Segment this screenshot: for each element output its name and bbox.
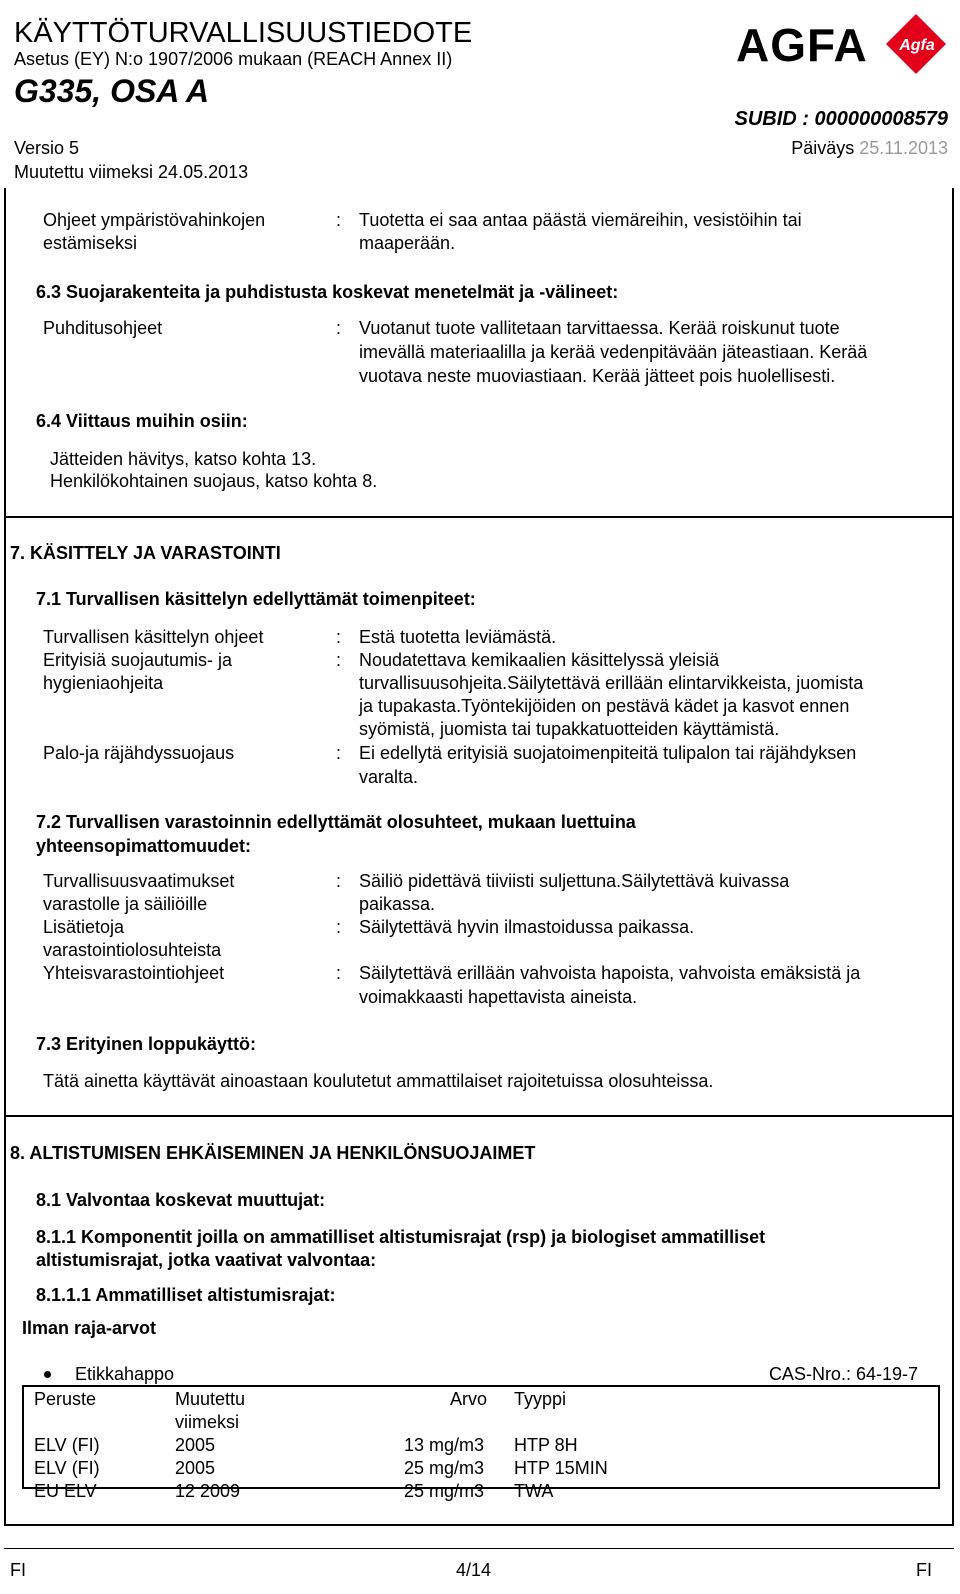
colon: : [336,210,342,230]
document-title: KÄYTTÖTURVALLISUUSTIEDOTE [14,17,473,49]
table-header-basis: Peruste [34,1389,97,1409]
colon: : [336,963,342,983]
colon: : [336,743,342,763]
date-value: 25.11.2013 [859,138,948,158]
storage-value-line1: Säiliö pidettävä tiiviisti suljettuna.Säilytettävä kuivassa [359,871,790,891]
colon: : [336,871,342,891]
section-7-3-text: Tätä ainetta käyttävät ainoastaan koulutetut ammattilaiset rajoitetuissa olosuhteissa. [43,1071,714,1091]
section-8-1-1-title-line1: 8.1.1 Komponentit joilla on ammatilliset altistumisrajat (rsp) ja biologiset ammatilliset [36,1227,766,1247]
hygiene-value-line3: ja tupakasta.Työntekijöiden on pestävä kädet ja kasvot ennen [359,696,850,716]
table-cell: 2005 [175,1435,216,1455]
version: Versio 5 [14,138,80,158]
colon: : [336,917,342,937]
table-cell: 2005 [175,1458,216,1478]
agfa-rhombus-icon [884,12,948,76]
section-8-1-1-title-line2: altistumisrajat, jotka vaativat valvontaa: [36,1250,377,1270]
no-limits-heading: Ilman raja-arvot [22,1318,157,1338]
page-number: 4/14 [456,1560,492,1580]
section-7-1-title: 7.1 Turvallisen käsittelyn edellyttämät toimenpiteet: [36,589,476,609]
colon: : [336,627,342,647]
extra-label-line2: varastointiolosuhteista [43,940,222,960]
hygiene-value-line2: turvallisuusohjeita.Säilytettävä erillään elintarvikkeista, juomista [359,673,864,693]
cosupply-label: Yhteisvarastointiohjeet [43,963,225,983]
extra-value: Säilytettävä hyvin ilmastoidussa paikassa. [359,917,695,937]
env-value-line2: maaperään. [359,233,456,253]
colon: : [336,650,342,670]
table-cell: TWA [514,1481,554,1501]
storage-label-line2: varastolle ja säiliöille [43,894,208,914]
footer-rule [4,1548,954,1549]
logo-rhombus-text: Agfa [899,37,935,54]
section-8-1-1-1-title: 8.1.1.1 Ammatilliset altistumisrajat: [36,1285,336,1305]
date-label: Päiväys [791,138,855,158]
env-label-line2: estämiseksi [43,233,138,253]
logo-wordmark: AGFA [736,19,868,71]
cleanup-value-line1: Vuotanut tuote vallitetaan tarvittaessa. Kerää roiskunut tuote [359,318,840,338]
fire-value-line1: Ei edellytä erityisiä suojatoimenpiteitä tulipalon tai räjähdyksen [359,743,857,763]
cosupply-value-line2: voimakkaasti hapettavista aineista. [359,987,638,1007]
table-cell: HTP 15MIN [514,1458,608,1478]
cleanup-value-line3: vuotava neste muoviastiaan. Kerää jätteet pois huolellisesti. [359,366,836,386]
exposure-limits-table [22,1385,940,1501]
section-6-4-line1: Jätteiden hävitys, katso kohta 13. [50,449,317,469]
hygiene-label-line1: Erityisiä suojautumis- ja [43,650,233,670]
section-7-2-title-line1: 7.2 Turvallisen varastoinnin edellyttämät olosuhteet, mukaan luettuina [36,812,636,832]
regulation-subtitle: Asetus (EY) N:o 1907/2006 mukaan (REACH Annex II) [14,49,453,69]
env-value-line1: Tuotetta ei saa antaa päästä viemäreihin, vesistöihin tai [359,210,802,230]
table-header-modified-line2: viimeksi [175,1412,240,1432]
product-name: G335, OSA A [14,73,210,109]
hygiene-value-line1: Noudatettava kemikaalien käsittelyssä yleisiä [359,650,720,670]
section-6-4-title: 6.4 Viittaus muihin osiin: [36,411,248,431]
footer-language-left: FI [10,1560,26,1580]
section-6-3-title: 6.3 Suojarakenteita ja puhdistusta koskevat menetelmät ja -välineet: [36,282,619,302]
section-7-2-title-line2: yhteensopimattomuudet: [36,836,252,856]
storage-label-line1: Turvallisuusvaatimukset [43,871,235,891]
table-cell: 25 mg/m3 [404,1458,485,1478]
section-6-4-line2: Henkilökohtainen suojaus, katso kohta 8. [50,471,378,491]
handling-value: Estä tuotetta leviämästä. [359,627,557,647]
footer-language-right: FI [916,1560,932,1580]
hygiene-label-line2: hygieniaohjeita [43,673,164,693]
section-8-1-title: 8.1 Valvontaa koskevat muuttujat: [36,1190,326,1210]
cosupply-value-line1: Säilytettävä erillään vahvoista hapoista, vahvoista emäksistä ja [359,963,861,983]
last-modified: Muutettu viimeksi 24.05.2013 [14,162,249,182]
table-cell: ELV (FI) [34,1458,100,1478]
cleanup-label: Puhditusohjeet [43,318,163,338]
section-7-title: 7. KÄSITTELY JA VARASTOINTI [10,543,281,563]
subid: SUBID : 000000008579 [734,108,948,130]
agfa-logo [736,12,950,78]
table-cell: HTP 8H [514,1435,578,1455]
date [791,137,948,159]
component-cas: CAS-Nro.: 64-19-7 [768,1364,918,1384]
table-cell: 25 mg/m3 [404,1481,485,1501]
fire-value-line2: varalta. [359,767,419,787]
table-cell: EU ELV [34,1481,97,1501]
fire-label: Palo-ja räjähdyssuojaus [43,743,235,763]
section-8-title: 8. ALTISTUMISEN EHKÄISEMINEN JA HENKILÖNSUOJAIMET [10,1143,536,1163]
table-header-value: Arvo [450,1389,488,1409]
table-cell: 13 mg/m3 [404,1435,485,1455]
extra-label-line1: Lisätietoja [43,917,125,937]
table-cell: 12 2009 [175,1481,241,1501]
table-cell: ELV (FI) [34,1435,100,1455]
table-header-type: Tyyppi [514,1389,567,1409]
bullet-icon [44,1371,51,1378]
handling-label: Turvallisen käsittelyn ohjeet [43,627,264,647]
colon: : [336,318,342,338]
section-7-3-title: 7.3 Erityinen loppukäyttö: [36,1034,257,1054]
storage-value-line2: paikassa. [359,894,436,914]
component-name: Etikkahappo [75,1364,175,1384]
cleanup-value-line2: imevällä materiaalilla ja kerää vedenpitävään jäteastiaan. Kerää [359,342,868,362]
hygiene-value-line4: syömistä, juomista tai tupakkatuotteiden käyttämistä. [359,719,780,739]
table-header-modified-line1: Muutettu [175,1389,246,1409]
env-label-line1: Ohjeet ympäristövahinkojen [43,210,266,230]
